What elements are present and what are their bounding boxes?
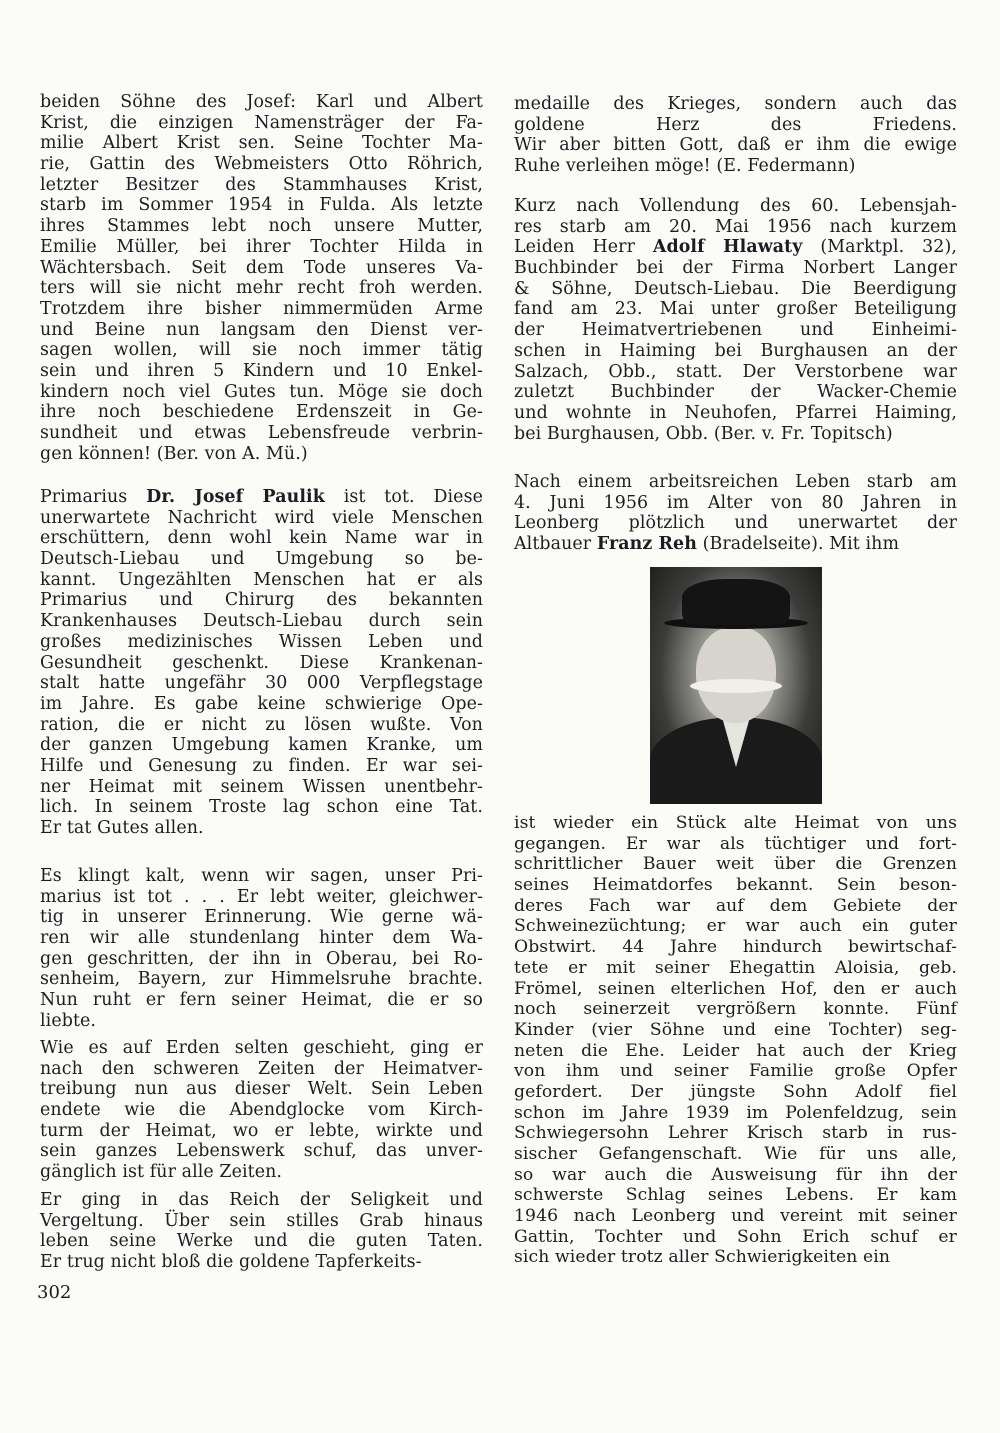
text-segment: Primarius und Chirurg des bekannten (40, 590, 483, 611)
paragraph-paulik-closing (514, 94, 957, 177)
text-segment: fand am 23. Mai unter großer Beteiligung (514, 299, 957, 320)
text-line (514, 94, 957, 115)
text-segment: tig in unserer Erinnerung. Wie gerne wä- (40, 907, 483, 928)
text-segment: Krankenhauses Deutsch-Liebau durch sein (40, 611, 483, 632)
text-segment: senheim, Bayern, zur Himmelsruhe brachte. (40, 969, 483, 990)
text-line (40, 949, 483, 970)
text-line (40, 508, 483, 529)
text-line (40, 969, 483, 990)
text-segment: sich wieder trotz aller Schwierigkeiten ein (514, 1247, 890, 1268)
text-segment: Obstwirt. 44 Jahre hindurch bewirtschaf- (514, 937, 957, 958)
text-line (40, 777, 483, 798)
text-segment: 4. Juni 1956 im Alter von 80 Jahren in (514, 492, 957, 513)
text-line (40, 611, 483, 632)
portrait-photo-franz-reh (650, 567, 822, 804)
text-segment: stalt hatte ungefähr 30 000 Verpflegstage (40, 673, 483, 694)
text-segment: Leiden Herr (514, 237, 653, 258)
text-line (40, 1079, 483, 1100)
text-segment: Vergeltung. Über sein stilles Grab hinaus (40, 1210, 483, 1231)
text-segment: ters will sie nicht mehr recht froh werden. (40, 278, 483, 299)
text-segment: (Marktpl. 32), (802, 237, 957, 258)
text-segment: Leonberg plötzlich und unerwartet der (514, 513, 957, 534)
text-segment: kindern noch viel Gutes tun. Möge sie doch (40, 381, 483, 402)
paragraph-krist-family (40, 92, 483, 464)
text-segment: Hilfe und Genesung zu finden. Er war sei- (40, 755, 483, 776)
text-segment: erschüttern, denn wohl kein Name war in (40, 528, 483, 549)
text-segment: tete er mit seiner Ehegattin Aloisia, geb. (514, 957, 957, 978)
text-line (514, 382, 957, 403)
text-line (514, 937, 957, 958)
text-segment: schrittlicher Bauer weit über die Grenzen (514, 854, 957, 875)
text-segment: ihres Stammes lebt noch unsere Mutter, (40, 216, 483, 237)
text-line (514, 320, 957, 341)
text-segment: der Heimatvertriebenen und Einheimi- (514, 320, 957, 341)
text-segment: Emilie Müller, bei ihrer Tochter Hilda in (40, 236, 483, 257)
text-line (40, 237, 483, 258)
text-segment: kannt. Ungezählten Menschen hat er als (40, 569, 483, 590)
text-segment: Buchbinder bei der Firma Norbert Langer (514, 258, 957, 279)
bold-name: Franz Reh (596, 534, 697, 555)
text-segment: ner Heimat mit seinem Wissen unentbehr- (40, 776, 483, 797)
text-line (40, 382, 483, 403)
text-line (514, 1103, 957, 1124)
text-line (514, 1082, 957, 1103)
paragraph-hlawaty-obituary (514, 196, 957, 444)
text-line (514, 834, 957, 855)
text-segment: ihre noch beschiedene Erdenszeit in Ge- (40, 402, 483, 423)
text-segment: gegangen. Er war als tüchtiger und fort- (514, 833, 957, 854)
text-line (514, 341, 957, 362)
bold-name: Adolf Hlawaty (652, 237, 803, 258)
text-segment: schon im Jahre 1939 im Polenfeldzug, sein (514, 1102, 957, 1123)
text-segment: gefordert. Der jüngste Sohn Adolf fiel (514, 1081, 957, 1102)
text-segment: Nach einem arbeitsreichen Leben starb am (514, 472, 957, 492)
text-line (514, 854, 957, 875)
text-line (40, 818, 483, 839)
text-line (514, 279, 957, 300)
text-line (40, 299, 483, 320)
text-line (40, 1100, 483, 1121)
text-line (514, 813, 957, 834)
text-line (40, 1231, 483, 1252)
text-line (40, 1011, 483, 1032)
text-segment: schwerste Schlag seines Lebens. Er kam (514, 1185, 957, 1206)
text-segment: Kinder (vier Söhne und eine Tochter) seg- (514, 1019, 957, 1040)
page-number: 302 (37, 1282, 72, 1303)
text-line (40, 361, 483, 382)
text-line (40, 1141, 483, 1162)
text-line (40, 278, 483, 299)
text-line (514, 1041, 957, 1062)
text-segment: gänglich ist für alle Zeiten. (40, 1162, 283, 1183)
text-line (40, 673, 483, 694)
text-segment: res starb am 20. Mai 1956 nach kurzem (514, 216, 957, 237)
text-line (514, 1206, 957, 1227)
text-segment: zuletzt Buchbinder der Wacker-Chemie (514, 382, 957, 403)
text-line (40, 1211, 483, 1232)
text-line (40, 590, 483, 611)
text-segment: goldene Herz des Friedens. (514, 114, 957, 135)
text-line (40, 756, 483, 777)
text-line (40, 1059, 483, 1080)
text-segment: sagen wollen, will sie noch immer tätig (40, 340, 483, 361)
text-line (514, 403, 957, 424)
text-segment: gen geschritten, der ihn in Oberau, bei Ro- (40, 948, 483, 969)
text-line (514, 472, 957, 493)
paragraph-reh-biography (514, 813, 957, 1268)
text-segment: Er ging in das Reich der Seligkeit und (40, 1190, 483, 1210)
text-line (40, 340, 483, 361)
text-segment: Krist, die einzigen Namensträger der Fa- (40, 112, 483, 133)
text-segment: sein und ihren 5 Kindern und 10 Enkel- (40, 360, 483, 381)
text-segment: ist wieder ein Stück alte Heimat von uns (514, 813, 957, 833)
text-segment: Schwiegersohn Lehrer Krisch starb in rus- (514, 1123, 957, 1144)
text-segment: sundheit und etwas Lebensfreude verbrin- (40, 423, 483, 443)
text-line (514, 237, 957, 258)
text-segment: Deutsch-Liebau und Umgebung so be- (40, 549, 483, 570)
text-line (40, 907, 483, 928)
text-segment: rie, Gattin des Webmeisters Otto Röhrich, (40, 154, 483, 175)
text-line (514, 1061, 957, 1082)
text-segment: und Beine nun langsam den Dienst ver- (40, 319, 483, 340)
text-segment: starb im Sommer 1954 in Fulda. Als letzte (40, 195, 483, 216)
text-segment: Trotzdem ihre bisher nimmermüden Arme (40, 298, 483, 319)
text-segment: und wohnte in Neuhofen, Pfarrei Haiming, (514, 402, 957, 423)
text-line (514, 258, 957, 279)
text-line (40, 1038, 483, 1059)
text-line (514, 875, 957, 896)
text-line (40, 487, 483, 508)
text-segment: (Bradelseite). Mit ihm (696, 534, 900, 555)
text-segment: marius ist tot . . . Er lebt weiter, gleichwer- (40, 886, 483, 907)
text-line (514, 135, 957, 156)
text-line (40, 715, 483, 736)
text-line (40, 423, 483, 444)
text-line (514, 999, 957, 1020)
text-line (40, 402, 483, 423)
text-segment: beiden Söhne des Josef: Karl und Albert (40, 92, 483, 112)
text-segment: ist tot. Diese (324, 487, 483, 507)
paragraph-paulik-death (40, 1038, 483, 1183)
text-line (40, 570, 483, 591)
text-segment: nach den schweren Zeiten der Heimatver- (40, 1058, 483, 1079)
text-line (514, 1144, 957, 1165)
text-line (40, 797, 483, 818)
text-segment: von ihm und seiner Familie große Opfer (514, 1061, 957, 1082)
text-line (40, 1121, 483, 1142)
text-segment: Schweinezüchtung; er war auch ein guter (514, 916, 957, 937)
text-line (514, 513, 957, 534)
paragraph-paulik-obituary (40, 487, 483, 839)
text-segment: Er tat Gutes allen. (40, 818, 204, 838)
text-line (514, 1123, 957, 1144)
text-line (40, 92, 483, 113)
text-segment: noch seinerzeit vergrößern konnte. Fünf (514, 999, 957, 1020)
text-line (514, 916, 957, 937)
text-line (514, 896, 957, 917)
text-line (514, 493, 957, 514)
text-segment: Es klingt kalt, wenn wir sagen, unser Pri- (40, 866, 483, 886)
text-segment: sischer Gefangenschaft. Wie für uns alle, (514, 1144, 957, 1164)
text-segment: lich. In seinem Troste lag schon eine Tat. (40, 797, 483, 818)
text-line (40, 735, 483, 756)
text-segment: unerwartete Nachricht wird viele Menschen (40, 507, 483, 528)
text-segment: medaille des Krieges, sondern auch das (514, 94, 957, 114)
text-segment: bei Burghausen, Obb. (Ber. v. Fr. Topitsch) (514, 423, 893, 444)
text-segment: endete wie die Abendglocke vom Kirch- (40, 1100, 483, 1121)
text-segment: sein ganzes Lebenswerk schuf, das unver- (40, 1141, 483, 1162)
text-line (40, 216, 483, 237)
paragraph-paulik-legacy (40, 1190, 483, 1273)
text-segment: Salzach, Obb., statt. Der Verstorbene war (514, 361, 957, 382)
text-line (40, 1190, 483, 1211)
text-segment: 1946 nach Leonberg und vereint mit seiner (514, 1206, 957, 1227)
text-line (514, 156, 957, 177)
text-segment: seines Heimatdorfes bekannt. Sein beson- (514, 875, 957, 896)
paragraph-reh-intro (514, 472, 957, 555)
text-segment: Wie es auf Erden selten geschieht, ging er (40, 1038, 483, 1058)
text-segment: Primarius (40, 487, 147, 507)
text-line (40, 154, 483, 175)
text-segment: Ruhe verleihen möge! (E. Federmann) (514, 156, 856, 177)
text-line (514, 1185, 957, 1206)
text-segment: Wir aber bitten Gott, daß er ihm die ewige (514, 135, 957, 156)
text-line (514, 1165, 957, 1186)
text-line (40, 866, 483, 887)
text-line (40, 1162, 483, 1183)
text-line (514, 115, 957, 136)
text-line (514, 424, 957, 445)
text-line (40, 653, 483, 674)
text-line (514, 1020, 957, 1041)
text-segment: Frömel, seinen elterlichen Hof, den er auch (514, 978, 957, 999)
text-segment: turm der Heimat, wo er lebte, wirkte und (40, 1120, 483, 1141)
text-line (40, 258, 483, 279)
text-line (514, 217, 957, 238)
text-line (40, 133, 483, 154)
text-segment: der ganzen Umgebung kamen Kranke, um (40, 735, 483, 756)
text-line (514, 1227, 957, 1248)
paragraph-paulik-memory (40, 866, 483, 1032)
text-segment: letzter Besitzer des Stammhauses Krist, (40, 174, 483, 195)
text-segment: treibung nun aus dieser Welt. Sein Leben (40, 1079, 483, 1100)
text-segment: schen in Haiming bei Burghausen an der (514, 340, 957, 361)
text-segment: & Söhne, Deutsch-Liebau. Die Beerdigung (514, 278, 957, 299)
text-segment: milie Albert Krist sen. Seine Tochter Ma- (40, 133, 483, 154)
text-line (40, 1252, 483, 1273)
text-line (40, 320, 483, 341)
text-segment: Gattin, Tochter und Sohn Erich schuf er (514, 1226, 957, 1247)
text-segment: gen können! (Ber. von A. Mü.) (40, 443, 308, 464)
text-line (514, 979, 957, 1000)
text-line (514, 958, 957, 979)
text-line (40, 113, 483, 134)
text-segment: Wächtersbach. Seit dem Tode unseres Va- (40, 257, 483, 278)
text-line (40, 195, 483, 216)
text-line (40, 549, 483, 570)
text-line (40, 694, 483, 715)
text-segment: so war auch die Ausweisung für ihn der (514, 1164, 957, 1185)
text-segment: Altbauer (514, 534, 597, 555)
text-segment: leben seine Werke und die guten Taten. (40, 1231, 483, 1252)
text-segment: Gesundheit geschenkt. Diese Krankenan- (40, 652, 483, 673)
text-line (40, 444, 483, 465)
text-segment: neten die Ehe. Leider hat auch der Krieg (514, 1040, 957, 1061)
text-segment: liebte. (40, 1010, 97, 1031)
text-line (514, 299, 957, 320)
text-segment: Kurz nach Vollendung des 60. Lebensjah- (514, 196, 957, 216)
text-line (40, 990, 483, 1011)
text-line (40, 887, 483, 908)
text-segment: Er trug nicht bloß die goldene Tapferkeits- (40, 1252, 422, 1273)
text-segment: ren wir alle stundenlang hinter dem Wa- (40, 928, 483, 949)
text-line (514, 196, 957, 217)
text-segment: großes medizinisches Wissen Leben und (40, 631, 483, 652)
text-line (40, 528, 483, 549)
text-line (514, 362, 957, 383)
text-line (40, 632, 483, 653)
text-line (514, 534, 957, 555)
text-segment: deres Fach war auf dem Gebiete der (514, 895, 957, 916)
text-line (40, 928, 483, 949)
text-segment: ration, die er nicht zu lösen wußte. Von (40, 714, 483, 735)
text-line (40, 175, 483, 196)
text-segment: Nun ruht er fern seiner Heimat, die er so (40, 990, 483, 1011)
text-line (514, 1247, 957, 1268)
bold-name: Dr. Josef Paulik (146, 487, 325, 507)
text-segment: im Jahre. Es gabe keine schwierige Ope- (40, 693, 483, 714)
